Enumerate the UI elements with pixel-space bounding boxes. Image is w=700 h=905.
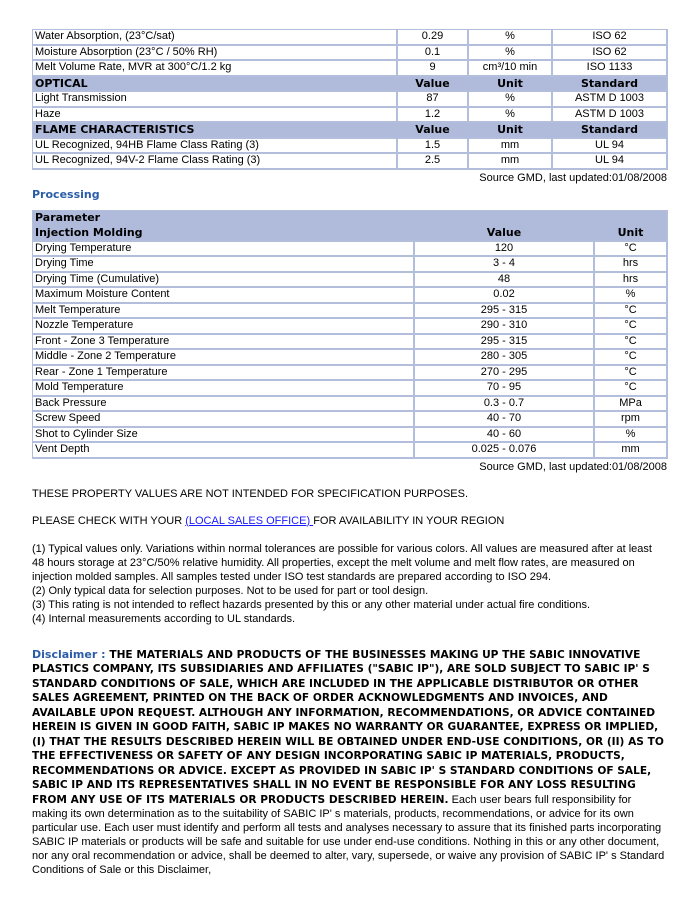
- processing-table-row: [33, 381, 668, 397]
- processing-table-row: [33, 412, 668, 428]
- disclaimer-label: Disclaimer :: [32, 647, 110, 661]
- value-cell: 280 - 305: [415, 350, 595, 366]
- properties-table-row: [33, 30, 668, 46]
- disclaimer-body-text: Each user bears full responsibility for making its own determination as to the suitability of SABIC IP' s materials, products, recommendations, or advice for its own particular use. Each user must identify and perform all tests and analyses necessary to assure that its finished parts incorporating SABIC IP materials or products will be safe and suitable for use under end-use conditions. Nothing in this or any other document, nor any oral recommendation or advice, shall be deemed to alter, vary, supersede, or waive any provision of SABIC IP' s Standard Conditions of Sale or this Disclaimer,: [32, 793, 665, 876]
- processing-table-row: [33, 428, 668, 444]
- unit-cell: hrs: [595, 257, 668, 273]
- value-cell: 87: [398, 92, 469, 108]
- footnote-1: (1) Typical values only. Variations within normal tolerances are possible for various colors. All values are measured after at least 48 hours storage at 23°C/50% relative humidity. All properties, except the melt volume and melt flow rates, are measured on injection molded samples. All samples tested under ISO test standards are prepared according to ISO 294.: [32, 542, 652, 583]
- processing-table-row: [33, 350, 668, 366]
- unit-cell: °C: [595, 335, 668, 351]
- parameter-cell: Vent Depth: [33, 443, 415, 459]
- unit-cell: °C: [595, 366, 668, 382]
- datasheet-content: [32, 29, 667, 877]
- processing-table-row: [33, 397, 668, 413]
- processing-table-row: [33, 273, 668, 289]
- footnote-4: (4) Internal measurements according to UL standards.: [32, 612, 296, 625]
- value-cell: 290 - 310: [415, 319, 595, 335]
- property-cell: FLAME CHARACTERISTICS: [33, 123, 398, 139]
- footnote-2: (2) Only typical data for selection purposes. Not to be used for part or tool design.: [32, 584, 429, 597]
- unit-cell: °C: [595, 319, 668, 335]
- processing-table-row: [33, 242, 668, 258]
- unit-cell: Unit: [469, 123, 553, 139]
- value-cell: 0.1: [398, 46, 469, 62]
- unit-cell: °C: [595, 242, 668, 258]
- standard-cell: Standard: [553, 123, 668, 139]
- value-cell: 3 - 4: [415, 257, 595, 273]
- unit-cell: %: [469, 46, 553, 62]
- unit-cell: °C: [595, 350, 668, 366]
- parameter-cell: Middle - Zone 2 Temperature: [33, 350, 415, 366]
- parameter-cell: Screw Speed: [33, 412, 415, 428]
- processing-table-row: [33, 366, 668, 382]
- parameter-cell: Shot to Cylinder Size: [33, 428, 415, 444]
- value-cell: 295 - 315: [415, 304, 595, 320]
- value-cell: 2.5: [398, 154, 469, 170]
- parameter-cell: Rear - Zone 1 Temperature: [33, 366, 415, 382]
- parameter-cell: Front - Zone 3 Temperature: [33, 335, 415, 351]
- standard-cell: ASTM D 1003: [553, 108, 668, 124]
- processing-section-title: Processing: [32, 187, 100, 201]
- parameter-cell: Drying Time (Cumulative): [33, 273, 415, 289]
- unit-cell: °C: [595, 381, 668, 397]
- value-cell: 1.5: [398, 139, 469, 155]
- unit-cell: °C: [595, 304, 668, 320]
- parameter-cell: Nozzle Temperature: [33, 319, 415, 335]
- value-cell: 40 - 70: [415, 412, 595, 428]
- unit-cell: %: [595, 288, 668, 304]
- footnote-3: (3) This rating is not intended to reflect hazards presented by this or any other material under actual fire conditions.: [32, 598, 591, 611]
- standard-cell: ISO 1133: [553, 61, 668, 77]
- properties-table-row: [33, 108, 668, 124]
- value-cell: 48: [415, 273, 595, 289]
- properties-source-note: Source GMD, last updated:01/08/2008: [479, 171, 667, 184]
- properties-table: [32, 29, 668, 170]
- value-cell: 9: [398, 61, 469, 77]
- processing-table-row: [33, 304, 668, 320]
- footnotes: [32, 542, 667, 626]
- properties-table-row: [33, 46, 668, 62]
- sales-office-notice: [32, 514, 667, 528]
- property-cell: OPTICAL: [33, 77, 398, 93]
- properties-section-header-row: [33, 123, 668, 139]
- standard-cell: UL 94: [553, 154, 668, 170]
- local-sales-office-link[interactable]: (LOCAL SALES OFFICE): [185, 514, 314, 527]
- properties-table-row: [33, 139, 668, 155]
- properties-table-row: [33, 61, 668, 77]
- standard-cell: UL 94: [553, 139, 668, 155]
- value-cell: 0.02: [415, 288, 595, 304]
- parameter-header: Parameter: [33, 211, 668, 227]
- value-cell: 295 - 315: [415, 335, 595, 351]
- processing-table-row: [33, 319, 668, 335]
- unit-cell: cm³/10 min: [469, 61, 553, 77]
- unit-cell: hrs: [595, 273, 668, 289]
- value-cell: 0.29: [398, 30, 469, 46]
- unit-header: Unit: [595, 226, 668, 242]
- unit-cell: %: [469, 92, 553, 108]
- processing-table-row: [33, 335, 668, 351]
- unit-cell: %: [469, 30, 553, 46]
- property-cell: Haze: [33, 108, 398, 124]
- value-cell: Value: [398, 123, 469, 139]
- value-header: Value: [415, 226, 595, 242]
- value-cell: 40 - 60: [415, 428, 595, 444]
- processing-table-row: [33, 257, 668, 273]
- parameter-cell: Mold Temperature: [33, 381, 415, 397]
- properties-section-header-row: [33, 77, 668, 93]
- value-cell: 70 - 95: [415, 381, 595, 397]
- parameter-cell: Drying Time: [33, 257, 415, 273]
- property-cell: Melt Volume Rate, MVR at 300°C/1.2 kg: [33, 61, 398, 77]
- property-cell: UL Recognized, 94HB Flame Class Rating (3): [33, 139, 398, 155]
- parameter-cell: Back Pressure: [33, 397, 415, 413]
- property-cell: UL Recognized, 94V-2 Flame Class Rating (3): [33, 154, 398, 170]
- property-cell: Water Absorption, (23°C/sat): [33, 30, 398, 46]
- properties-table-row: [33, 154, 668, 170]
- processing-table-row: [33, 443, 668, 459]
- disclaimer: [32, 648, 667, 878]
- unit-cell: rpm: [595, 412, 668, 428]
- sales-notice-suffix: FOR AVAILABILITY IN YOUR REGION: [313, 514, 505, 527]
- unit-cell: %: [469, 108, 553, 124]
- processing-table: [32, 210, 668, 459]
- standard-cell: ASTM D 1003: [553, 92, 668, 108]
- injection-molding-header: Injection Molding: [33, 226, 415, 242]
- processing-header-row: [33, 226, 668, 242]
- sales-notice-prefix: PLEASE CHECK WITH YOUR: [32, 514, 186, 527]
- unit-cell: mm: [469, 139, 553, 155]
- value-cell: 120: [415, 242, 595, 258]
- parameter-cell: Melt Temperature: [33, 304, 415, 320]
- standard-cell: ISO 62: [553, 46, 668, 62]
- value-cell: Value: [398, 77, 469, 93]
- parameter-cell: Drying Temperature: [33, 242, 415, 258]
- value-cell: 270 - 295: [415, 366, 595, 382]
- value-cell: 0.3 - 0.7: [415, 397, 595, 413]
- value-cell: 1.2: [398, 108, 469, 124]
- unit-cell: mm: [469, 154, 553, 170]
- unit-cell: MPa: [595, 397, 668, 413]
- standard-cell: ISO 62: [553, 30, 668, 46]
- disclaimer-bold-text: THE MATERIALS AND PRODUCTS OF THE BUSINESSES MAKING UP THE SABIC INNOVATIVE PLASTICS COMPANY, ITS SUBSIDIARIES AND AFFILIATES ("SABIC IP"), ARE SOLD SUBJECT TO SABIC IP' S STANDARD CONDITIONS OF SALE, WHICH ARE INCLUDED IN THE APPLICABLE DISTRIBUTOR OR OTHER SALES AGREEMENT, PRINTED ON THE BACK OF ORDER ACKNOWLEDGMENTS AND INVOICES, AND AVAILABLE UPON REQUEST. ALTHOUGH ANY INFORMATION, RECOMMENDATIONS, OR ADVICE CONTAINED HEREIN IS GIVEN IN GOOD FAITH, SABIC IP MAKES NO WARRANTY OR GUARANTEE, EXPRESS OR IMPLIED, (I) THAT THE RESULTS DESCRIBED HEREIN WILL BE OBTAINED UNDER END-USE CONDITIONS, OR (II) AS TO THE EFFECTIVENESS OR SAFETY OF ANY DESIGN INCORPORATING SABIC IP MATERIALS, PRODUCTS, RECOMMENDATIONS OR ADVICE. EXCEPT AS PROVIDED IN SABIC IP' S STANDARD CONDITIONS OF SALE, SABIC IP AND ITS REPRESENTATIVES SHALL IN NO EVENT BE RESPONSIBLE FOR ANY LOSS RESULTING FROM ANY USE OF ITS MATERIALS OR PRODUCTS DESCRIBED HEREIN.: [32, 648, 664, 806]
- processing-source-note: Source GMD, last updated:01/08/2008: [479, 460, 667, 473]
- property-cell: Moisture Absorption (23°C / 50% RH): [33, 46, 398, 62]
- processing-table-row: [33, 288, 668, 304]
- property-cell: Light Transmission: [33, 92, 398, 108]
- unit-cell: mm: [595, 443, 668, 459]
- properties-table-row: [33, 92, 668, 108]
- unit-cell: Unit: [469, 77, 553, 93]
- spec-notice: THESE PROPERTY VALUES ARE NOT INTENDED FOR SPECIFICATION PURPOSES.: [32, 487, 469, 500]
- processing-header-parameter-row: [33, 211, 668, 227]
- value-cell: 0.025 - 0.076: [415, 443, 595, 459]
- parameter-cell: Maximum Moisture Content: [33, 288, 415, 304]
- standard-cell: Standard: [553, 77, 668, 93]
- unit-cell: %: [595, 428, 668, 444]
